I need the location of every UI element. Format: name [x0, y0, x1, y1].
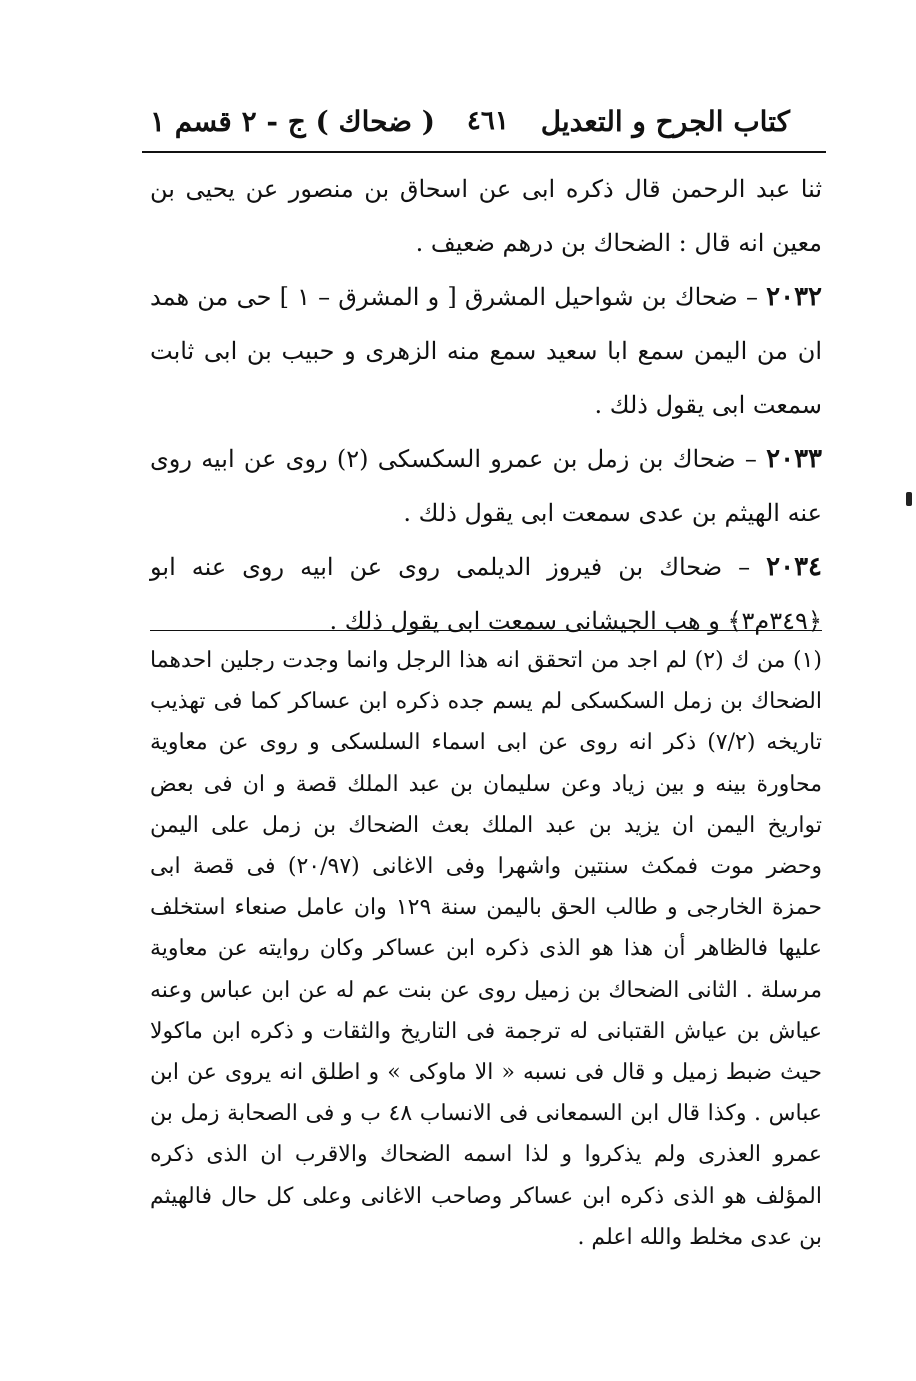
entry-text: – ضحاك بن شواحيل المشرق [ و المشرق – ١ ] حى من همد ان من اليمن سمع ابا سعيد سمع منه الزهرى و حبيب بن ابى ثابت سمعت ابى يقول ذلك .	[150, 283, 822, 419]
entry-text: ثنا عبد الرحمن قال ذكره ابى عن اسحاق بن منصور عن يحيى بن معين انه قال : الضحاك بن درهم ضعيف .	[150, 175, 822, 257]
margin-mark	[906, 492, 912, 506]
footnote-text: (١) من ك (٢) لم اجد من اتحقق انه هذا الرجل وانما وجدت رجلين احدهما الضحاك بن زمل السكسكى لم يسم جده ذكره ابن عساكر كما فى تهذيب تاريخه (٧/٢) ذكر انه روى عن ابى اسماء السلسكى و روى عن معاوية محاورة بينه و بين زياد وعن سليمان بن عبد الملك قصة و ان فى بعض تواريخ اليمن ان يزيد بن عبد الملك بعث الضحاك بن زمل على اليمن وحضر موت فمكث سنتين واشهرا وفى الاغانى (٢٠/٩٧) فى قصة ابى حمزة الخارجى و طالب الحق باليمن سنة ١٢٩ وان عامل صنعاء استخلف عليها فالظاهر أن هذا هو الذى ذكره ابن عساكر وكان روايته عن معاوية مرسلة . الثانى الضحاك بن زميل روى عن بنت عم له عن ابن عباس وعنه عياش بن عياش القتبانى له ترجمة فى التاريخ والثقات و ذكره ابن ماكولا حيث ضبط زميل و قال فى نسبه « الا ماوكى » و اطلق انه يروى عن ابن عباس . وكذا قال ابن السمعانى فى الانساب ٤٨ ب و فى الصحابة زمل بن عمرو العذرى ولم يذكروا و لذا اسمه الضحاك والاقرب ان الذى ذكره المؤلف هو الذى ذكره ابن عساكر وصاحب الاغانى وعلى كل حال فالهيثم بن عدى مخلط والله اعلم .	[150, 648, 822, 1250]
entry-2033	[150, 432, 822, 540]
entry-number: ٢٠٣٣	[766, 444, 822, 474]
section-label: ( ضحاك ) ج - ٢ قسم ١	[150, 104, 435, 138]
entry-2034	[150, 540, 822, 648]
page-number: ٤٦١	[466, 106, 509, 136]
footnote-rule	[150, 630, 822, 631]
footnotes	[150, 640, 822, 1258]
entry-number: ٢٠٣٢	[766, 282, 822, 312]
running-header	[150, 96, 790, 146]
entry-text: – ضحاك بن زمل بن عمرو السكسكى (٢) روى عن ابيه روى عنه الهيثم بن عدى سمعت ابى يقول ذلك .	[150, 445, 822, 527]
entry-text: – ضحاك بن فيروز الديلمى روى عن ابيه روى عنه ابو ﴿٣٤٩م٣﴾ و هب الجيشانى سمعت ابى يقول ذلك .	[150, 553, 822, 635]
entry-number: ٢٠٣٤	[766, 552, 822, 582]
entry-2032	[150, 270, 822, 432]
main-text	[150, 162, 822, 648]
entry-continuation	[150, 162, 822, 270]
header-rule	[142, 151, 826, 153]
book-title: كتاب الجرح و التعديل	[540, 104, 790, 138]
